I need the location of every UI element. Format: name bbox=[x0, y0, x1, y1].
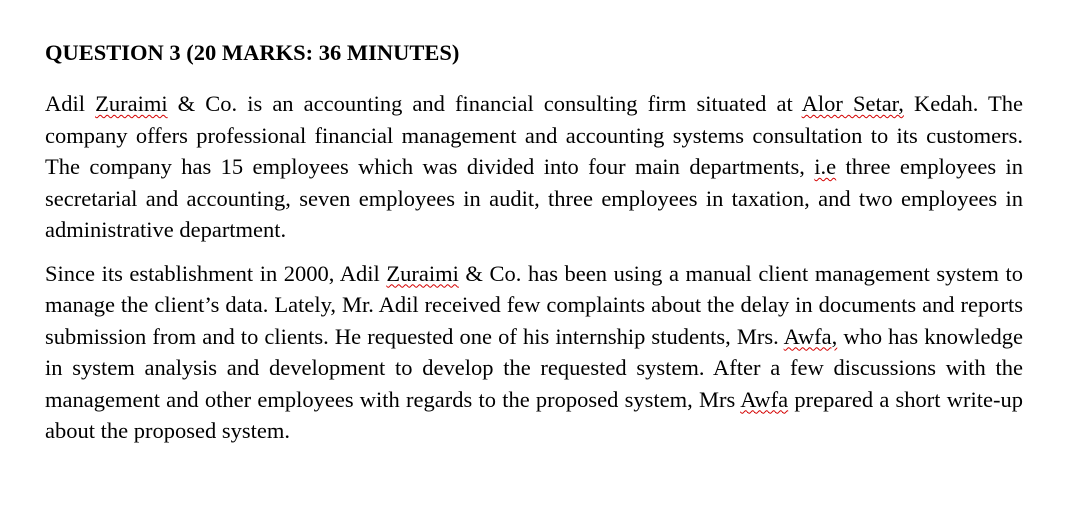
text-run: & Co. has been using a manual client management system to manage the client’s data. Lately, Mr. Adil received few complaints about the delay in documents and reports submission from and to clients. He requested one of his internship students, Mrs. bbox=[45, 260, 1023, 349]
spellcheck-flagged-word[interactable]: Zuraimi bbox=[386, 260, 459, 286]
spellcheck-flagged-word[interactable]: Awfa, bbox=[783, 323, 838, 349]
text-run: who has knowledge in system analysis and development to develop the requested system. After a few discussions with the management and other employees with regards to the proposed system, Mrs bbox=[45, 323, 1023, 412]
text-run: & Co. is an accounting and financial consulting firm situated at bbox=[167, 91, 802, 116]
question-heading: QUESTION 3 (20 MARKS: 36 MINUTES) bbox=[45, 40, 460, 65]
text-run: Since its establishment in 2000, Adil bbox=[45, 260, 387, 286]
paragraph-system-request bbox=[45, 258, 1023, 447]
spellcheck-flagged-word[interactable]: i.e bbox=[814, 154, 837, 179]
document-page bbox=[45, 38, 1023, 447]
paragraph-company-background bbox=[45, 88, 1023, 246]
spellcheck-flagged-word[interactable]: Alor Setar, bbox=[801, 91, 904, 116]
spellcheck-flagged-word[interactable]: Zuraimi bbox=[95, 91, 168, 116]
spellcheck-flagged-word[interactable]: Awfa bbox=[740, 386, 789, 412]
text-run: Kedah. The company offers professional financial management and accounting systems consultation to its customers. The company has 15 employees which was divided into four main departments, bbox=[45, 91, 1023, 179]
text-run: Adil bbox=[45, 91, 96, 116]
text-run: prepared a short write-up about the proposed system. bbox=[45, 386, 1023, 443]
text-run: three employees in secretarial and accounting, seven employees in audit, three employees in taxation, and two employees in administrative department. bbox=[45, 154, 1024, 242]
